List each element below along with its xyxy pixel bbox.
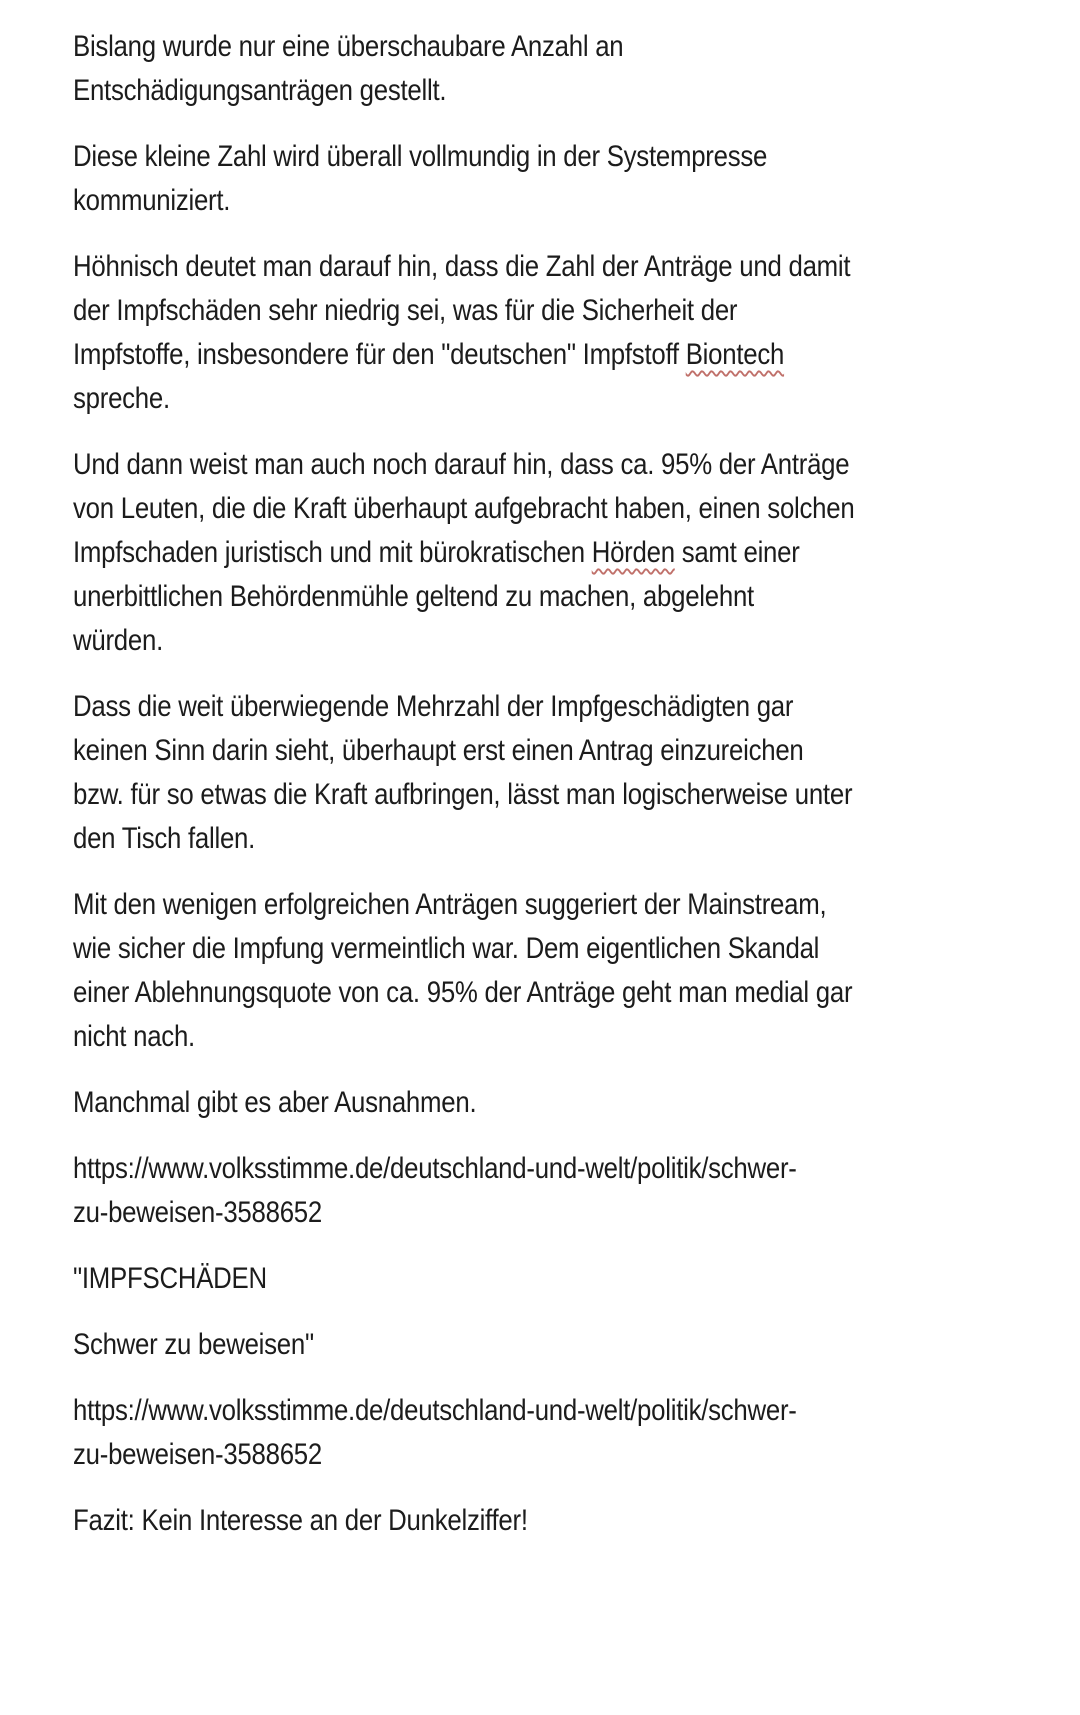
text-segment: Und dann weist man auch noch darauf hin, dass ca. 95% der Anträge xyxy=(73,448,850,481)
url-2 xyxy=(73,1389,1040,1477)
text-line xyxy=(73,333,905,377)
quote-subheadline xyxy=(73,1323,1040,1367)
document-body xyxy=(73,25,1040,1543)
text-line xyxy=(73,1499,905,1543)
conclusion xyxy=(73,1499,1040,1543)
text-line xyxy=(73,1081,905,1125)
text-segment: zu-beweisen-3588652 xyxy=(73,1196,322,1229)
text-segment: https://www.volksstimme.de/deutschland-und-welt/politik/schwer- xyxy=(73,1152,797,1185)
text-line xyxy=(73,1147,905,1191)
text-segment: den Tisch fallen. xyxy=(73,822,256,855)
text-segment: https://www.volksstimme.de/deutschland-und-welt/politik/schwer- xyxy=(73,1394,797,1427)
paragraph-2 xyxy=(73,135,1040,223)
text-segment: Fazit: Kein Interesse an der Dunkelziffer! xyxy=(73,1504,528,1537)
text-line xyxy=(73,377,905,421)
text-line xyxy=(73,1191,905,1235)
text-segment: samt einer xyxy=(674,536,800,569)
text-segment: nicht nach. xyxy=(73,1020,195,1053)
text-segment: Bislang wurde nur eine überschaubare Anzahl an xyxy=(73,30,624,63)
text-line xyxy=(73,245,905,289)
text-line xyxy=(73,773,905,817)
paragraph-7 xyxy=(73,1081,1040,1125)
text-segment: der Impfschäden sehr niedrig sei, was für die Sicherheit der xyxy=(73,294,738,327)
text-line xyxy=(73,1257,905,1301)
text-segment: kommuniziert. xyxy=(73,184,231,217)
text-segment: Entschädigungsanträgen gestellt. xyxy=(73,74,447,107)
text-segment: Manchmal gibt es aber Ausnahmen. xyxy=(73,1086,477,1119)
text-segment: einer Ablehnungsquote von ca. 95% der Anträge geht man medial gar xyxy=(73,976,853,1009)
text-segment: Impfschaden juristisch und mit bürokratischen xyxy=(73,536,592,569)
text-segment: Diese kleine Zahl wird überall vollmundig in der Systempresse xyxy=(73,140,768,173)
text-line xyxy=(73,971,905,1015)
text-line xyxy=(73,443,905,487)
text-line xyxy=(73,25,905,69)
text-segment: von Leuten, die die Kraft überhaupt aufgebracht haben, einen solchen xyxy=(73,492,855,525)
text-segment: Höhnisch deutet man darauf hin, dass die Zahl der Anträge und damit xyxy=(73,250,851,283)
text-line xyxy=(73,729,905,773)
text-segment: Mit den wenigen erfolgreichen Anträgen suggeriert der Mainstream, xyxy=(73,888,827,921)
url-1 xyxy=(73,1147,1040,1235)
paragraph-1 xyxy=(73,25,1040,113)
text-line xyxy=(73,179,905,223)
quote-headline xyxy=(73,1257,1040,1301)
text-line xyxy=(73,817,905,861)
paragraph-3 xyxy=(73,245,1040,421)
text-line xyxy=(73,1433,905,1477)
text-segment: Impfstoffe, insbesondere für den "deutschen" Impfstoff xyxy=(73,338,686,371)
misspelled-word: Biontech xyxy=(685,338,785,371)
text-segment: keinen Sinn darin sieht, überhaupt erst einen Antrag einzureichen xyxy=(73,734,804,767)
text-line xyxy=(73,1389,905,1433)
text-segment: spreche. xyxy=(73,382,170,415)
text-segment: "IMPFSCHÄDEN xyxy=(73,1262,267,1295)
text-segment: Schwer zu beweisen" xyxy=(73,1328,314,1361)
text-segment: zu-beweisen-3588652 xyxy=(73,1438,322,1471)
text-segment: bzw. für so etwas die Kraft aufbringen, lässt man logischerweise unter xyxy=(73,778,853,811)
text-line xyxy=(73,487,905,531)
text-line xyxy=(73,927,905,971)
text-segment: Dass die weit überwiegende Mehrzahl der Impfgeschädigten gar xyxy=(73,690,794,723)
misspelled-word: Hörden xyxy=(591,536,675,569)
text-line xyxy=(73,619,905,663)
text-line xyxy=(73,1015,905,1059)
text-line xyxy=(73,69,905,113)
paragraph-5 xyxy=(73,685,1040,861)
text-line xyxy=(73,883,905,927)
text-segment: unerbittlichen Behördenmühle geltend zu machen, abgelehnt xyxy=(73,580,754,613)
text-line xyxy=(73,575,905,619)
text-line xyxy=(73,531,905,575)
text-segment: würden. xyxy=(73,624,163,657)
text-line xyxy=(73,289,905,333)
text-line xyxy=(73,685,905,729)
paragraph-4 xyxy=(73,443,1040,663)
paragraph-6 xyxy=(73,883,1040,1059)
text-line xyxy=(73,135,905,179)
text-segment: wie sicher die Impfung vermeintlich war. Dem eigentlichen Skandal xyxy=(73,932,820,965)
text-line xyxy=(73,1323,905,1367)
